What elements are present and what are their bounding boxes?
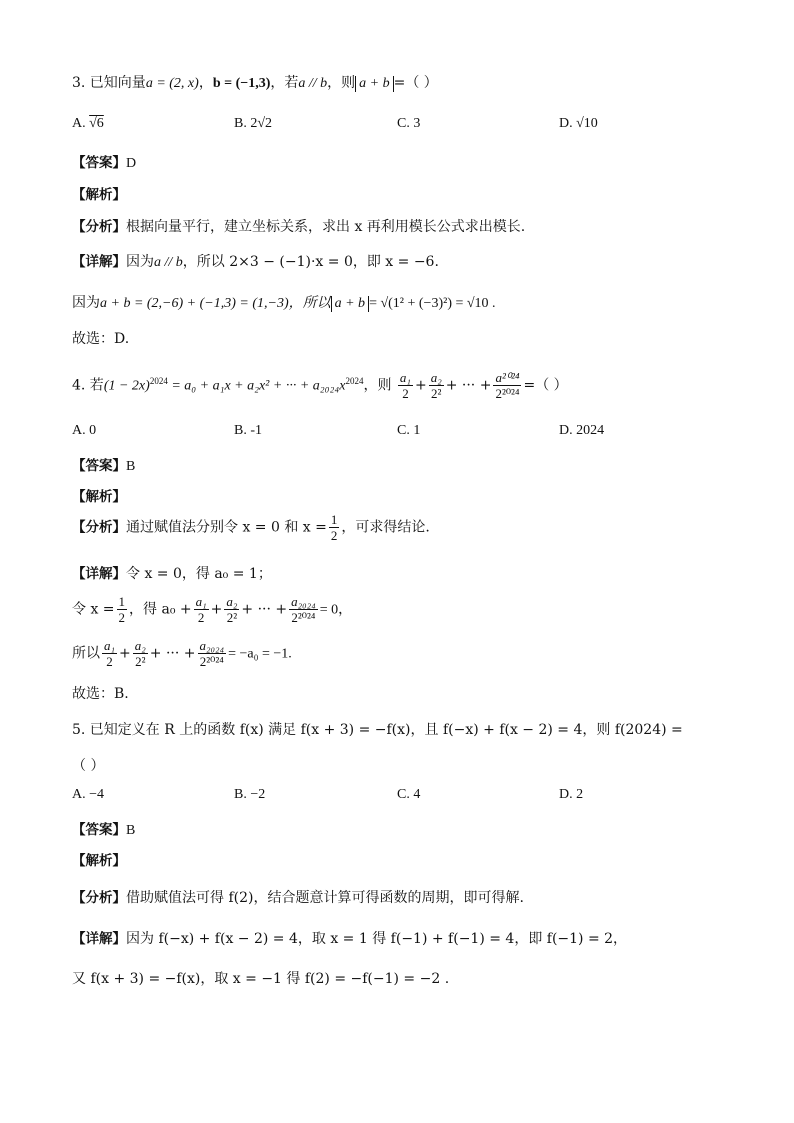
q4-frac1-d: 2 bbox=[402, 386, 409, 401]
q4-d2-dots: + ··· + bbox=[241, 601, 288, 618]
q3-answer bbox=[72, 151, 136, 172]
q3-option-a bbox=[72, 116, 104, 132]
q4-d2-frac1-d: 2 bbox=[197, 610, 205, 625]
q3-detail2-a: 因为 bbox=[72, 295, 100, 311]
q4-answer-tag: 【答案】 bbox=[72, 458, 126, 474]
q3-answer-value: D bbox=[126, 156, 137, 171]
q5-detail-2: 又 f(x + 3) = −f(x)，取 x = −1 得 f(2) = −f(−1) = −2 . bbox=[72, 971, 450, 987]
q4-detail-tag: 【详解】 bbox=[72, 566, 126, 582]
q4-stem-c: = a₀ + a₁x + a₂x² + ··· + a₂₀₂₄x bbox=[167, 378, 346, 394]
q5-fenxi bbox=[72, 886, 524, 907]
q4-d2-frac2 bbox=[224, 594, 239, 625]
q4-d3-frac3 bbox=[198, 638, 227, 669]
q3-opt-d-value: √10 bbox=[576, 116, 598, 131]
q5-option-b: B. −2 bbox=[234, 787, 266, 802]
q4-d3-frac2 bbox=[133, 638, 148, 669]
q4-half-frac bbox=[329, 512, 340, 543]
q3-detail-1 bbox=[72, 250, 439, 271]
q4-frac2 bbox=[429, 370, 444, 401]
q5-answer bbox=[72, 818, 135, 839]
q4-detail3-b: = −a₀ = −1. bbox=[228, 646, 292, 662]
q3-detail1-a: 因为 bbox=[126, 254, 154, 270]
q4-d2-frac3-n: a₂₀₂₄ bbox=[291, 594, 316, 609]
q5-stem-blank: （ ） bbox=[72, 758, 105, 774]
q4-d2-half-d: 2 bbox=[118, 610, 126, 625]
q4-d3-frac3-n: a₂₀₂₄ bbox=[199, 638, 225, 653]
q3-fenxi-tag: 【分析】 bbox=[72, 219, 126, 235]
q4-d3-plus: + bbox=[119, 645, 131, 662]
q5-stem: 5. 已知定义在 R 上的函数 f(x) 满足 f(x + 3) = −f(x)，且 f(−x) + f(x − 2) = 4，则 f(2024) = bbox=[72, 722, 683, 738]
q4-frac2-d: 2² bbox=[431, 386, 442, 401]
q4-frac3-d: 2²⁰²⁴ bbox=[495, 386, 520, 401]
q4-half-d: 2 bbox=[330, 528, 338, 543]
q3-fenxi bbox=[72, 215, 525, 236]
q3-opt-d-label: D. bbox=[559, 116, 573, 131]
q4-d2-frac3-d: 2²⁰²⁴ bbox=[291, 610, 316, 625]
q4-d2-frac2-d: 2² bbox=[226, 610, 238, 625]
q4-detail-3 bbox=[72, 638, 292, 669]
q4-fenxi-tag: 【分析】 bbox=[72, 519, 126, 536]
q4-fenxi-a: 通过赋值法分别令 x = 0 和 x = bbox=[126, 519, 327, 536]
q4-option-c: C. 1 bbox=[397, 423, 421, 438]
q3-opt-b-value: 2√2 bbox=[250, 116, 273, 131]
q3-sum-abs: a + b bbox=[355, 76, 393, 92]
q3-fenxi-text: 根据向量平行，建立坐标关系，求出 x 再利用模长公式求出模长. bbox=[126, 219, 526, 235]
q5-answer-value: B bbox=[126, 823, 136, 838]
q5-detail-tag: 【详解】 bbox=[72, 931, 126, 947]
q5-option-d: D. 2 bbox=[559, 787, 584, 802]
q4-exp2: 2024 bbox=[345, 375, 364, 386]
q4-detail2-a: 令 x = bbox=[72, 601, 115, 618]
q3-option-c: C. 3 bbox=[397, 116, 421, 131]
q3-detail1-c: ，所以 2×3 − (−1)·x = 0，即 x = −6. bbox=[182, 254, 439, 270]
q4-exp1: 2024 bbox=[149, 375, 168, 386]
q4-frac1 bbox=[398, 370, 413, 401]
q4-frac1-n: a₁ bbox=[399, 370, 411, 385]
q3-parallel: a // b bbox=[298, 76, 328, 91]
q4-detail-1 bbox=[72, 562, 272, 583]
q3-opt-b-label: B. bbox=[234, 116, 247, 131]
q4-detail-2 bbox=[72, 594, 352, 625]
q4-d3-frac1-n: a₁ bbox=[104, 638, 116, 653]
q4-dots: + ··· + bbox=[445, 377, 492, 394]
q4-frac3 bbox=[493, 370, 521, 401]
q4-d3-dots: + ··· + bbox=[149, 645, 196, 662]
q4-conclusion: 故选：B. bbox=[72, 686, 129, 702]
q4-detail2-b: ，得 a₀ + bbox=[129, 601, 192, 618]
q3-sep3: ，则 bbox=[327, 75, 356, 91]
q3-opt-a-label: A. bbox=[72, 116, 86, 131]
q4-blank: =（ ） bbox=[523, 377, 568, 394]
q5-detail1-text: 因为 f(−x) + f(x − 2) = 4，取 x = 1 得 f(−1) + f(−1) = 4，即 f(−1) = 2， bbox=[126, 931, 628, 947]
q3-conclusion: 故选：D. bbox=[72, 331, 130, 347]
q3-detail-2 bbox=[72, 292, 496, 312]
q4-frac2-n: a₂ bbox=[430, 370, 442, 385]
q5-jiexi: 【解析】 bbox=[72, 853, 126, 869]
q4-stem-a: 4. 若 bbox=[72, 377, 104, 394]
q4-detail3-a: 所以 bbox=[72, 645, 100, 662]
q5-option-c: C. 4 bbox=[397, 787, 421, 802]
q4-d2-frac3 bbox=[289, 594, 318, 625]
q4-detail2-half bbox=[117, 594, 128, 625]
q4-d3-frac2-d: 2² bbox=[135, 654, 146, 669]
q5-option-a: A. −4 bbox=[72, 787, 105, 802]
q4-fenxi-b: ，可求得结论. bbox=[341, 519, 430, 536]
q4-d3-frac3-d: 2²⁰²⁴ bbox=[199, 654, 224, 669]
q3-vec-a: a = (2, x) bbox=[145, 76, 199, 91]
q4-jiexi: 【解析】 bbox=[72, 489, 126, 505]
q4-answer-value: B bbox=[126, 459, 136, 474]
q4-detail2-c: = 0， bbox=[319, 602, 353, 618]
q4-stem bbox=[72, 370, 568, 401]
q3-detail-tag: 【详解】 bbox=[72, 254, 126, 270]
q4-option-a: A. 0 bbox=[72, 423, 97, 438]
q5-answer-tag: 【答案】 bbox=[72, 822, 126, 838]
q4-d2-frac2-n: a₂ bbox=[226, 594, 238, 609]
q3-detail2-d: = √(1² + (−3)²) = √10 . bbox=[369, 296, 496, 311]
q4-fenxi bbox=[72, 512, 430, 543]
q3-option-b bbox=[234, 116, 272, 132]
q4-answer bbox=[72, 454, 135, 475]
q5-fenxi-text: 借助赋值法可得 f(2)，结合题意计算可得函数的周期，即可得解. bbox=[126, 890, 524, 906]
q3-option-d bbox=[559, 116, 598, 132]
q4-d3-frac1-d: 2 bbox=[106, 654, 113, 669]
q3-sep: ， bbox=[198, 75, 213, 91]
q3-sep2: ，若 bbox=[270, 75, 299, 91]
q4-stem-b: (1 − 2x) bbox=[103, 378, 150, 394]
q3-stem bbox=[72, 72, 438, 92]
q3-detail2-b: a + b = (2,−6) + (−1,3) = (1,−3)，所以 bbox=[100, 296, 331, 311]
q4-d2-plus: + bbox=[210, 601, 223, 618]
q4-d2-half-n: 1 bbox=[118, 594, 126, 609]
q5-detail-1 bbox=[72, 927, 627, 948]
q5-fenxi-tag: 【分析】 bbox=[72, 890, 126, 906]
q3-jiexi: 【解析】 bbox=[72, 187, 126, 203]
q3-detail2-c: a + b bbox=[331, 296, 369, 312]
q4-option-b: B. -1 bbox=[234, 423, 262, 438]
q3-blank: =（ ） bbox=[393, 75, 438, 91]
q4-half-n: 1 bbox=[330, 512, 338, 527]
q4-d3-frac1 bbox=[102, 638, 117, 669]
q4-frac3-n: a²⁰²⁴ bbox=[493, 370, 521, 386]
q4-option-d: D. 2024 bbox=[559, 423, 605, 438]
q3-answer-tag: 【答案】 bbox=[72, 155, 126, 171]
q4-detail1-text: 令 x = 0，得 a₀ = 1； bbox=[126, 566, 272, 582]
q4-plus: + bbox=[414, 377, 427, 394]
q4-d3-frac2-n: a₂ bbox=[134, 638, 146, 653]
q4-d2-frac1-n: a₁ bbox=[195, 594, 207, 609]
q3-stem-text: 3. 已知向量 bbox=[72, 75, 146, 91]
q3-detail1-b: a // b bbox=[154, 255, 183, 270]
q4-stem-d: ，则 bbox=[363, 377, 392, 394]
q3-opt-a-value: √6 bbox=[89, 116, 104, 131]
q3-vec-b: b = (−1,3) bbox=[212, 76, 271, 91]
q4-d2-frac1 bbox=[194, 594, 209, 625]
